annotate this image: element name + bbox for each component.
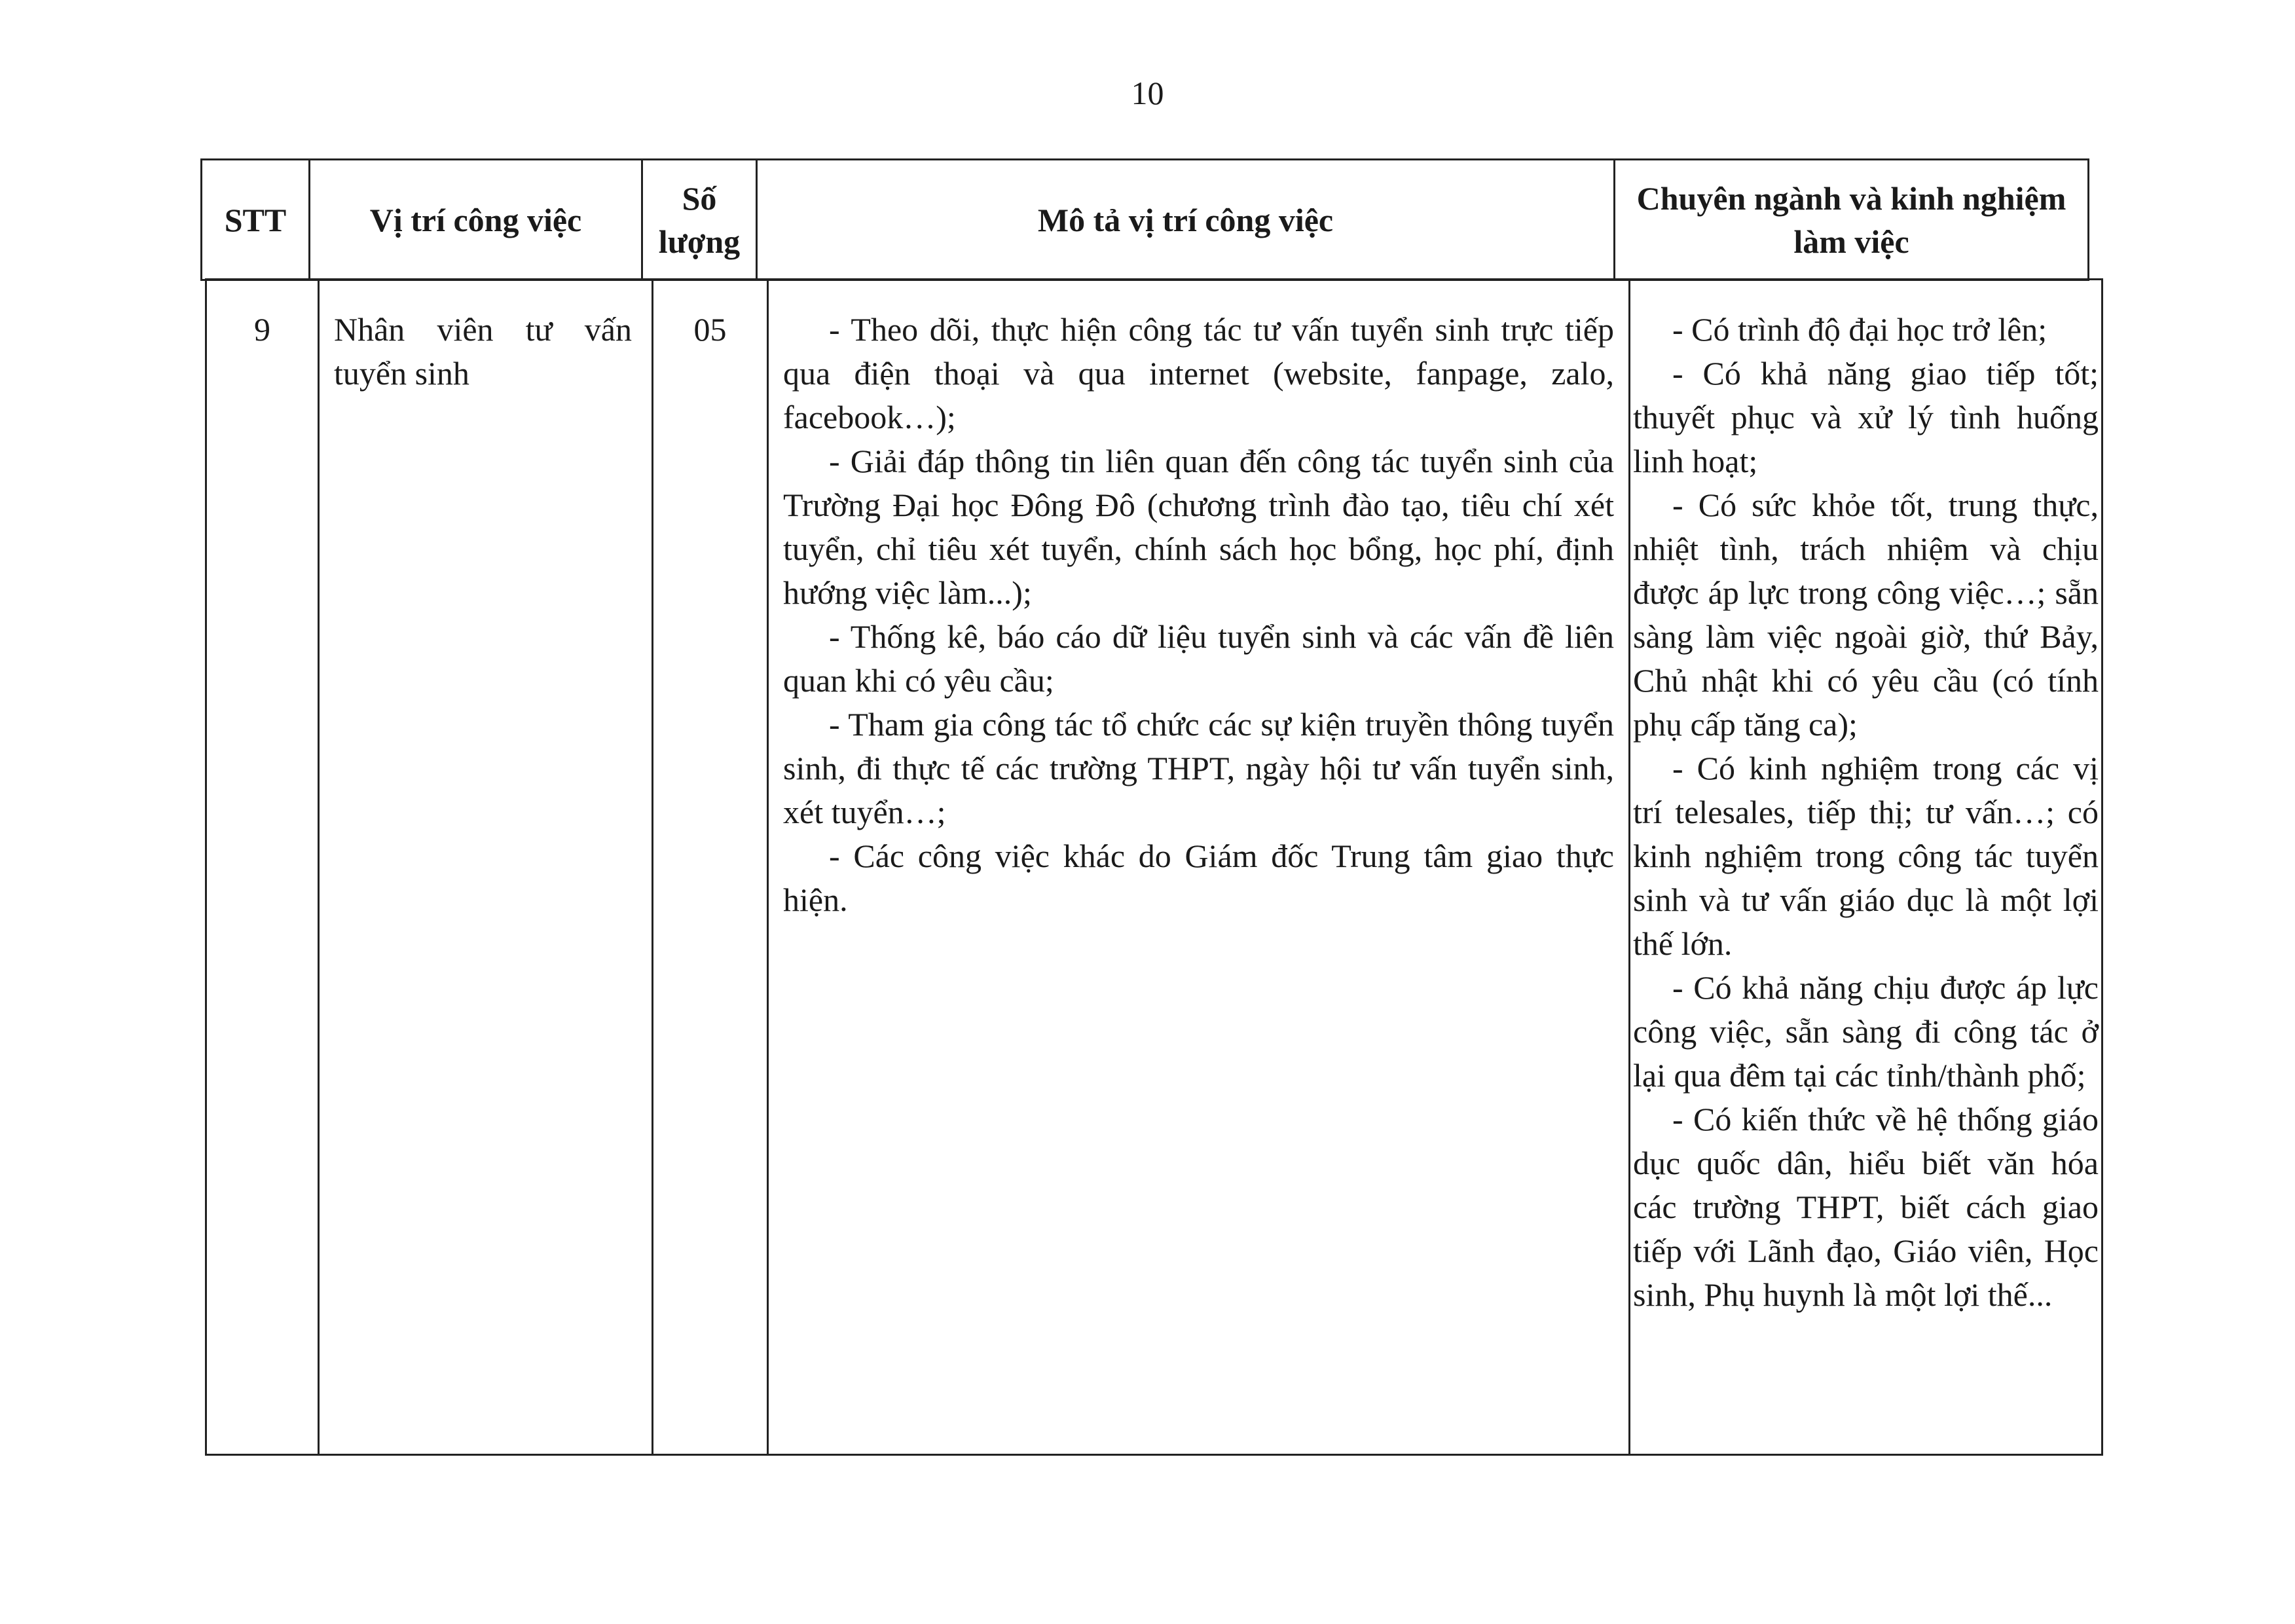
requirement-item: - Có kinh nghiệm trong các vị trí telesales, tiếp thị; tư vấn…; có kinh nghiệm trong công tác tuyển sinh và tư vấn giáo dục là một lợi thế lớn. bbox=[1633, 750, 2099, 962]
requirement-item: - Có kiến thức về hệ thống giáo dục quốc dân, hiểu biết văn hóa các trường THPT, biết cách giao tiếp với Lãnh đạo, Giáo viên, Học sinh, Phụ huynh là một lợi thế... bbox=[1633, 1101, 2099, 1313]
header-requirements bbox=[1615, 160, 2089, 280]
header-stt: STT bbox=[202, 160, 310, 280]
header-position: Vị trí công việc bbox=[310, 160, 642, 280]
header-quantity-line1: Số bbox=[682, 179, 717, 217]
job-table-body bbox=[205, 278, 2103, 1456]
header-description: Mô tả vị trí công việc bbox=[757, 160, 1615, 280]
requirement-item: - Có khả năng giao tiếp tốt; thuyết phục và xử lý tình huống linh hoạt; bbox=[1633, 355, 2099, 479]
header-quantity-line2: lượng bbox=[658, 223, 741, 260]
row-position: Nhân viên tư vấn tuyển sinh bbox=[319, 280, 653, 1455]
requirement-item: - Có khả năng chịu được áp lực công việc, sẵn sàng đi công tác ở lại qua đêm tại các tỉnh/thành phố; bbox=[1633, 969, 2099, 1094]
row-description bbox=[768, 280, 1630, 1455]
description-item: - Giải đáp thông tin liên quan đến công tác tuyển sinh của Trường Đại học Đông Đô (chương trình đào tạo, tiêu chí xét tuyển, chỉ tiêu xét tuyển, chính sách học bổng, học phí, định hướng việc làm...); bbox=[783, 443, 1614, 611]
description-item: - Tham gia công tác tổ chức các sự kiện truyền thông tuyển sinh, đi thực tế các trường THPT, ngày hội tư vấn tuyển sinh, xét tuyển…; bbox=[783, 706, 1614, 830]
description-item: - Theo dõi, thực hiện công tác tư vấn tuyển sinh trực tiếp qua điện thoại và qua internet (website, fanpage, zalo, facebook…); bbox=[783, 311, 1614, 435]
page-number: 10 bbox=[1131, 75, 1164, 111]
header-quantity bbox=[642, 160, 757, 280]
header-row bbox=[202, 160, 2089, 280]
description-item: - Các công việc khác do Giám đốc Trung tâm giao thực hiện. bbox=[783, 838, 1614, 918]
header-requirements-line2: làm việc bbox=[1793, 223, 1909, 260]
job-table-header bbox=[200, 158, 2089, 281]
row-stt: 9 bbox=[206, 280, 319, 1455]
header-requirements-line1: Chuyên ngành và kinh nghiệm bbox=[1636, 179, 2066, 217]
requirement-item: - Có sức khỏe tốt, trung thực, nhiệt tình, trách nhiệm và chịu được áp lực trong công việc…; sẵn sàng làm việc ngoài giờ, thứ Bảy, Chủ nhật khi có yêu cầu (có tính phụ cấp tăng ca); bbox=[1633, 487, 2099, 743]
requirement-item: - Có trình độ đại học trở lên; bbox=[1672, 311, 2047, 348]
row-quantity: 05 bbox=[653, 280, 768, 1455]
row-requirements bbox=[1630, 280, 2102, 1455]
description-item: - Thống kê, báo cáo dữ liệu tuyển sinh và các vấn đề liên quan khi có yêu cầu; bbox=[783, 618, 1614, 699]
table-row bbox=[206, 280, 2102, 1455]
